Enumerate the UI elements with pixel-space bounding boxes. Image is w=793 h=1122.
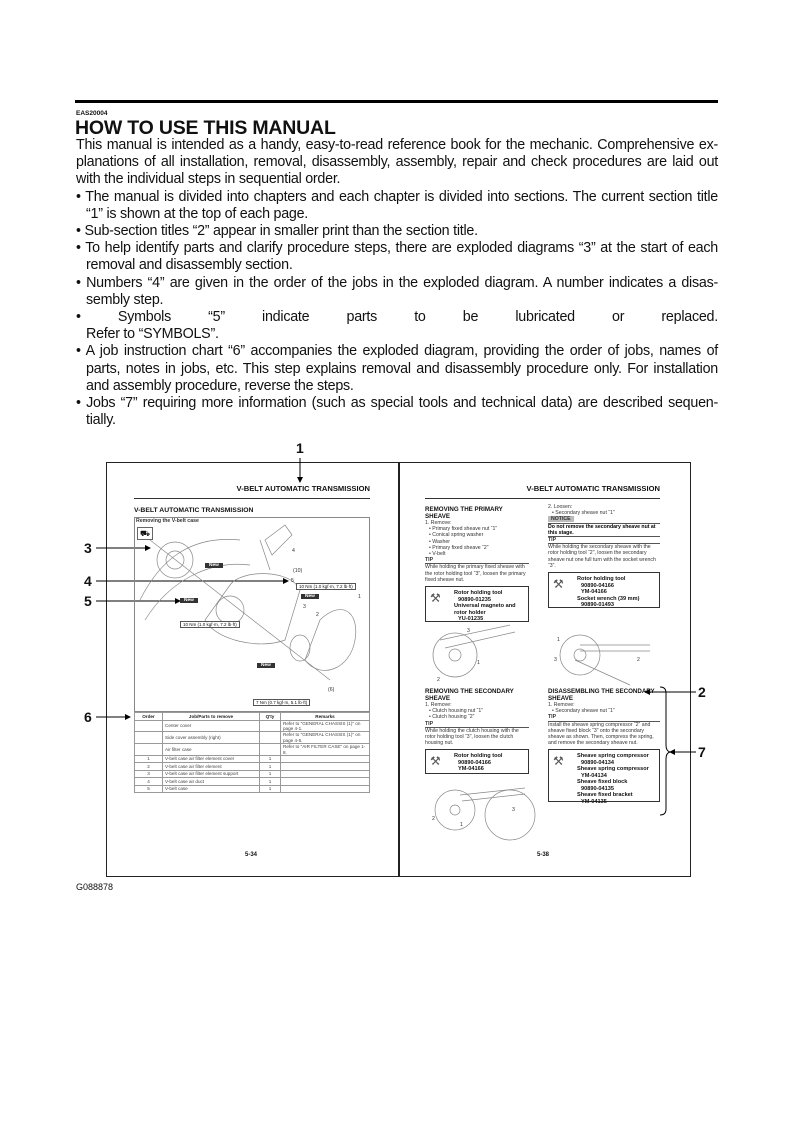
step-item: • Clutch housing “2”	[429, 714, 475, 721]
col-order: Order	[135, 713, 163, 721]
left-page-number: 5-34	[245, 852, 258, 858]
tip-text: While holding the clutch housing with the rotor holding tool “3”, loosen the clutch housing nut.	[425, 727, 519, 747]
tool-item: Sheave fixed bracket	[577, 792, 633, 799]
new-badge: New	[301, 594, 319, 599]
text-line: • To help identify parts and clarify procedure steps, there are exploded diagrams “3” at the start of each	[76, 240, 718, 257]
table-row	[135, 755, 370, 763]
new-badge: New	[257, 663, 275, 668]
table-cell: V-belt case air filter element cover	[163, 755, 260, 763]
step-item: 1. Remove:	[425, 520, 452, 526]
table-cell	[135, 720, 163, 732]
step-item: 1. Remove:	[425, 702, 452, 708]
text-line: • Symbols “5” indicate parts to be lubricated or replaced.	[76, 309, 718, 326]
table-cell	[260, 732, 281, 744]
callout-1: 1	[296, 440, 304, 456]
table-row	[135, 770, 370, 778]
tip-label: TIP	[548, 537, 660, 544]
table-cell	[281, 763, 370, 771]
steps	[425, 702, 529, 721]
step-item: • Conical spring washer	[429, 532, 484, 539]
tool-item: Rotor holding tool	[454, 590, 503, 597]
figure-code: G088878	[76, 882, 114, 892]
text-line: with the individual steps in sequential order.	[76, 171, 341, 188]
tool-item: 90890-04134	[581, 759, 614, 766]
table-cell: 1	[260, 778, 281, 786]
new-badge: New	[205, 563, 223, 568]
table-cell	[135, 744, 163, 756]
drawing-label: 1	[477, 660, 480, 666]
part-label: 5	[291, 578, 294, 584]
step-item: • Clutch housing nut “1”	[429, 708, 484, 715]
part-label: 4	[292, 548, 295, 554]
table-cell: 3	[135, 770, 163, 778]
tip-label: TIP	[425, 721, 529, 728]
text-line: • Sub-section titles “2” appear in smaller print than the section title.	[76, 223, 478, 240]
right-page-header: V-BELT AUTOMATIC TRANSMISSION	[526, 484, 660, 493]
motorcycle-icon: ⛟	[137, 527, 153, 540]
special-tool-box	[425, 749, 529, 774]
tool-item: YU-01235	[458, 616, 484, 623]
step-item: 2. Loosen:	[548, 504, 573, 510]
table-cell: Side cover assembly (right)	[163, 732, 260, 744]
col-remarks: Remarks	[281, 713, 370, 721]
step-item: • Primary fixed sheave “2”	[429, 544, 489, 551]
table-cell: Air filter case	[163, 744, 260, 756]
loosen-section	[548, 504, 660, 608]
tool-list	[577, 753, 649, 805]
tool-item: Sheave spring compressor	[577, 753, 649, 760]
left-section-title: V-BELT AUTOMATIC TRANSMISSION	[134, 507, 254, 514]
table-row	[135, 763, 370, 771]
table-cell: Refer to "GENERAL CHASSIS (1)" on page 4-1.	[281, 720, 370, 732]
tool-icon: ⚒	[553, 754, 564, 769]
drawing-label: 3	[554, 657, 557, 663]
drawing-label: 3	[512, 807, 515, 813]
step-item: • Secondary sheave nut “1”	[552, 708, 615, 715]
tool-item: YM-04135	[581, 798, 607, 805]
table-cell	[260, 720, 281, 732]
notice-label: NOTICE	[548, 516, 574, 522]
disassembling-section	[548, 688, 660, 805]
text-line: • Jobs “7” requiring more information (such as special tools and technical data) are described sequen-	[76, 395, 718, 412]
special-tool-box	[548, 749, 660, 805]
tip-text: Install the sheave spring compressor “2” and sheave fixed block “3” onto the secondary sheave as shown. Then, compress the spring, and remove the secondary sheave nut.	[548, 721, 654, 747]
table-cell: V-belt case air filter element	[163, 763, 260, 771]
torque-label: 7 Nm (0.7 kgf·m, 5.1 lb·ft)	[253, 699, 310, 706]
tool-item: Sheave spring compressor	[577, 766, 649, 773]
table-cell: V-belt case air duct	[163, 778, 260, 786]
text-line: • The manual is divided into chapters and each chapter is divided into sections. The current section title	[76, 188, 718, 205]
drawing-label: 2	[432, 816, 435, 822]
table-cell: V-belt case	[163, 785, 260, 793]
table-cell: 1	[260, 755, 281, 763]
text-line: and assembly procedure, reverse the steps.	[86, 377, 354, 394]
table-cell	[281, 785, 370, 793]
subsection-title: DISASSEMBLING THE SECONDARY SHEAVE	[548, 688, 655, 702]
table-row	[135, 744, 370, 756]
tool-icon: ⚒	[430, 591, 441, 606]
special-tool-box	[548, 572, 660, 608]
drawing-label: 1	[557, 637, 560, 643]
notice-text: Do not remove the secondary sheave nut at this stage.	[548, 524, 660, 537]
tool-item: Universal magneto and rotor holder	[454, 603, 516, 616]
primary-sheave-section	[425, 506, 529, 622]
text-line: parts, notes in jobs, etc. This step explains removal and disassembly procedure only. For installation	[86, 360, 718, 377]
callout-4: 4	[84, 573, 92, 589]
secondary-sheave-section	[425, 688, 529, 774]
drawing-label: 2	[637, 657, 640, 663]
step-item: • Primary fixed sheave nut “1”	[429, 526, 498, 533]
tool-item: 90890-01493	[581, 602, 614, 609]
right-page-number: 5-38	[537, 852, 550, 858]
text-line: “1” is shown at the top of each page.	[86, 205, 309, 222]
drawing-label: 2	[437, 677, 440, 683]
callout-5: 5	[84, 593, 92, 609]
text-line: planations of all installation, removal, disassembly, assembly, repair and check procedures are laid out	[76, 154, 718, 171]
job-instruction-chart	[134, 712, 370, 793]
steps	[548, 504, 660, 516]
tool-item: Rotor holding tool	[454, 753, 503, 760]
exploded-diagram-box	[134, 517, 370, 712]
section-code: EAS20004	[76, 110, 108, 117]
table-cell: 5	[135, 785, 163, 793]
tool-list	[454, 590, 528, 623]
box-title: Removing the V-belt case	[136, 518, 199, 524]
tool-item: 90890-04166	[458, 759, 491, 766]
new-badge: New	[180, 598, 198, 603]
table-cell	[260, 744, 281, 756]
tip-label: TIP	[425, 557, 529, 564]
tip-text: While holding the primary fixed sheave with the rotor holding tool “3”, loosen the primary fixed sheave nut.	[425, 564, 526, 583]
table-row	[135, 732, 370, 744]
text-line: • Numbers “4” are given in the order of the jobs in the exploded diagram. A number indicates a disas-	[76, 274, 718, 291]
step-item: • V-belt	[429, 551, 446, 558]
tool-list	[577, 576, 640, 609]
table-cell: Refer to "AIR FILTER CASE" on page 1-8.	[281, 744, 370, 756]
part-label: 1	[358, 594, 361, 600]
callout-7: 7	[698, 744, 706, 760]
tool-item: Rotor holding tool	[577, 576, 626, 583]
table-cell: Center cover	[163, 720, 260, 732]
table-cell: Refer to "GENERAL CHASSIS (1)" on page 4-5.	[281, 732, 370, 744]
tool-item: YM-04134	[581, 772, 607, 779]
text-line: Refer to “SYMBOLS”.	[86, 326, 219, 343]
tool-list	[454, 753, 502, 773]
text-line: This manual is intended as a handy, easy-to-read reference book for the mechanic. Comprehensive ex-	[76, 137, 718, 153]
tip-label: TIP	[548, 714, 660, 721]
part-label: 2	[316, 612, 319, 618]
table-cell: 1	[260, 770, 281, 778]
special-tool-box	[425, 586, 529, 622]
table-cell: 1	[260, 763, 281, 771]
col-qty: Q'ty	[260, 713, 281, 721]
table-cell	[281, 778, 370, 786]
tool-item: 90890-04166	[581, 582, 614, 589]
tool-icon: ⚒	[430, 754, 441, 769]
table-cell: V-belt case air filter element support	[163, 770, 260, 778]
drawing-label: 1	[460, 822, 463, 828]
steps	[548, 702, 660, 714]
subsection-title: REMOVING THE PRIMARY SHEAVE	[425, 506, 503, 520]
step-item: 1. Remove:	[548, 702, 575, 708]
subsection-title: REMOVING THE SECONDARY SHEAVE	[425, 688, 514, 702]
callout-6: 6	[84, 709, 92, 725]
table-cell: 1	[260, 785, 281, 793]
table-cell: 2	[135, 763, 163, 771]
table-row	[135, 778, 370, 786]
table-row	[135, 720, 370, 732]
table-row	[135, 785, 370, 793]
tool-item: YM-04166	[581, 589, 607, 596]
table-cell	[281, 770, 370, 778]
text-line: sembly step.	[86, 291, 164, 308]
step-item: • Secondary sheave nut “1”	[552, 510, 615, 517]
callout-2: 2	[698, 684, 706, 700]
tool-item: Sheave fixed block	[577, 779, 628, 786]
tool-item: 90890-01235	[458, 596, 491, 603]
torque-label: 10 Nm (1.0 kgf·m, 7.2 lb·ft)	[296, 583, 356, 590]
drawing-label: 3	[467, 628, 470, 634]
part-label: (6)	[328, 687, 335, 693]
table-cell: 4	[135, 778, 163, 786]
table-cell	[135, 732, 163, 744]
callout-3: 3	[84, 540, 92, 556]
step-item: • Washer	[429, 538, 450, 545]
torque-label: 10 Nm (1.0 kgf·m, 7.2 lb·ft)	[180, 621, 240, 628]
table-cell: 1	[135, 755, 163, 763]
part-label: 3	[303, 604, 306, 610]
tool-item: 90890-04135	[581, 785, 614, 792]
text-line: removal and disassembly section.	[86, 257, 293, 274]
tip-text: While holding the secondary sheave with the rotor holding tool “2”, loosen the secondary sheave nut one full turn with the socket wrench “3”.	[548, 544, 656, 569]
left-header-rule	[134, 498, 370, 499]
part-label: (10)	[293, 568, 303, 574]
table-cell	[281, 755, 370, 763]
steps	[425, 520, 529, 557]
page-title: HOW TO USE THIS MANUAL	[75, 117, 336, 139]
right-header-rule	[425, 498, 660, 499]
tool-icon: ⚒	[553, 577, 564, 592]
text-line: tially.	[86, 412, 116, 429]
left-page-header: V-BELT AUTOMATIC TRANSMISSION	[236, 484, 370, 493]
tool-item: Socket wrench (39 mm)	[577, 595, 640, 602]
tool-item: YM-04166	[458, 766, 484, 773]
col-job: Job/Parts to remove	[163, 713, 260, 721]
text-line: • A job instruction chart “6” accompanies the exploded diagram, providing the order of jobs, names of	[76, 343, 718, 360]
